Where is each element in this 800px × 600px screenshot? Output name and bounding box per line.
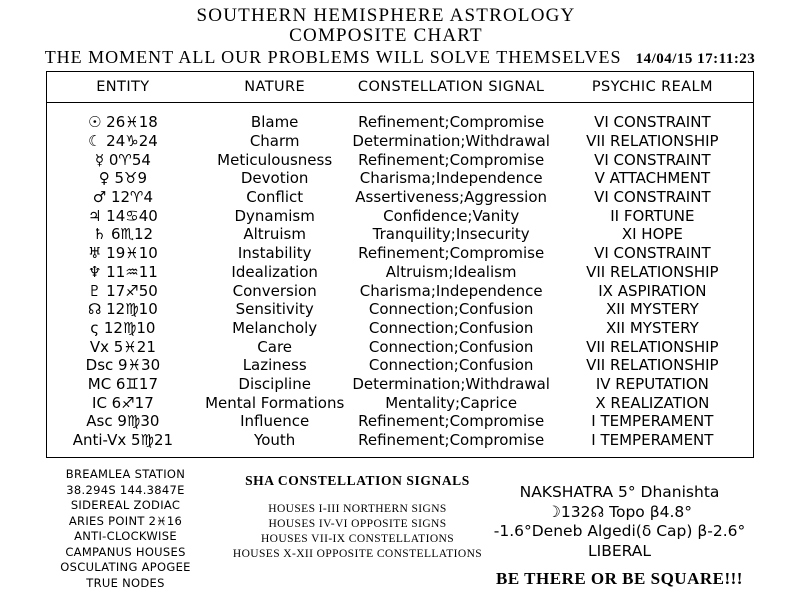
table-cell: ♀ 5♉9 bbox=[98, 169, 148, 188]
title-block bbox=[0, 6, 800, 70]
table-cell: VII RELATIONSHIP bbox=[586, 262, 719, 281]
houses-rule-line: HOUSES I-III NORTHERN SIGNS bbox=[268, 503, 447, 515]
table-cell: Refinement;Compromise bbox=[358, 244, 545, 263]
column-header: CONSTELLATION SIGNAL bbox=[357, 79, 545, 95]
table-cell: VI CONSTRAINT bbox=[594, 150, 711, 169]
table-cell: Care bbox=[257, 337, 293, 356]
sha-panel-title: SHA CONSTELLATION SIGNALS bbox=[245, 473, 470, 488]
table-cell: ♂ 12♈4 bbox=[92, 188, 154, 207]
table-cell: XI HOPE bbox=[621, 225, 683, 244]
table-cell: ☾ 24♑24 bbox=[87, 132, 158, 151]
table-cell: Connection;Confusion bbox=[368, 356, 534, 375]
table-cell: I TEMPERAMENT bbox=[591, 412, 714, 431]
table-cell: Vx 5♓21 bbox=[89, 337, 156, 356]
table-cell: Youth bbox=[254, 431, 296, 450]
table-cell: ς 12♍10 bbox=[90, 318, 156, 337]
table-cell: Altruism bbox=[243, 225, 306, 244]
table-cell: ☿ 0♈54 bbox=[94, 150, 151, 169]
table-cell: Meticulousness bbox=[217, 150, 333, 169]
tagline: BE THERE OR BE SQUARE!!! bbox=[496, 569, 743, 588]
table-cell: Connection;Confusion bbox=[368, 300, 534, 319]
table-cell: Asc 9♍30 bbox=[86, 412, 160, 431]
table-row bbox=[47, 281, 753, 300]
table-cell: Mentality;Caprice bbox=[385, 393, 518, 412]
settings-line: ARIES POINT 2♓16 bbox=[68, 513, 183, 528]
table-cell: Devotion bbox=[240, 169, 309, 188]
table-row bbox=[47, 412, 753, 431]
houses-rule-line: HOUSES IV-VI OPPOSITE SIGNS bbox=[268, 518, 447, 530]
settings-line: TRUE NODES bbox=[86, 575, 165, 590]
table-cell: Conflict bbox=[246, 188, 304, 207]
column-header: NATURE bbox=[244, 79, 306, 95]
table-cell: ♇ 17♐50 bbox=[87, 281, 158, 300]
table-cell: Connection;Confusion bbox=[368, 318, 534, 337]
table-cell: Charisma;Independence bbox=[359, 169, 543, 188]
settings-line: BREAMLEA STATION bbox=[65, 467, 186, 481]
table-cell: X REALIZATION bbox=[595, 393, 710, 412]
table-cell: Sensitivity bbox=[235, 300, 314, 319]
table-cell: Idealization bbox=[231, 262, 318, 281]
table-cell: Assertiveness;Aggression bbox=[355, 188, 548, 207]
houses-rule-line: HOUSES VII-IX CONSTELLATIONS bbox=[260, 533, 455, 545]
table-cell: MC 6♊17 bbox=[87, 374, 159, 393]
table-cell: Discipline bbox=[238, 374, 311, 393]
column-header: ENTITY bbox=[96, 79, 150, 95]
table-row bbox=[47, 356, 753, 375]
table-row bbox=[47, 300, 753, 319]
table-row bbox=[47, 132, 753, 151]
chart-datetime: 14/04/15 17:11:23 bbox=[635, 51, 756, 67]
table-cell: Refinement;Compromise bbox=[358, 412, 545, 431]
table-body bbox=[47, 103, 753, 449]
table-cell: Determination;Withdrawal bbox=[352, 374, 550, 393]
nakshatra-line: LIBERAL bbox=[587, 541, 651, 560]
houses-rule-line: HOUSES X-XII OPPOSITE CONSTELLATIONS bbox=[232, 548, 483, 560]
table-cell: II FORTUNE bbox=[610, 206, 695, 225]
table-cell: Blame bbox=[250, 113, 299, 132]
table-cell: VII RELATIONSHIP bbox=[586, 337, 719, 356]
table-row bbox=[47, 263, 753, 282]
table-cell: VI CONSTRAINT bbox=[594, 188, 711, 207]
table-cell: ♄ 6♏12 bbox=[92, 225, 154, 244]
table-cell: V ATTACHMENT bbox=[594, 169, 711, 188]
table-cell: Confidence;Vanity bbox=[383, 206, 520, 225]
sha-panel-lines bbox=[215, 502, 500, 562]
table-cell: Tranquility;Insecurity bbox=[372, 225, 530, 244]
table-cell: VI CONSTRAINT bbox=[594, 244, 711, 263]
table-cell: ☉ 26♓18 bbox=[87, 113, 158, 132]
table-row bbox=[47, 225, 753, 244]
table-row bbox=[47, 188, 753, 207]
settings-line: CAMPANUS HOUSES bbox=[65, 544, 186, 559]
settings-line: 38.294S 144.3847E bbox=[66, 482, 185, 497]
table-cell: Anti-Vx 5♍21 bbox=[72, 431, 174, 450]
table-row bbox=[47, 393, 753, 412]
nakshatra-line: -1.6°Deneb Algedi(δ Cap) β-2.6° bbox=[493, 522, 746, 540]
table-cell: Charm bbox=[249, 132, 300, 151]
table-cell: Refinement;Compromise bbox=[358, 113, 545, 132]
table-cell: VII RELATIONSHIP bbox=[586, 356, 719, 375]
table-row bbox=[47, 206, 753, 225]
table-header-row bbox=[47, 72, 753, 103]
sha-signals-panel bbox=[215, 473, 500, 562]
table-cell: Influence bbox=[240, 412, 310, 431]
moment-caption: THE MOMENT ALL OUR PROBLEMS WILL SOLVE THEMSELVES bbox=[44, 47, 622, 67]
table-cell: IC 6♐17 bbox=[92, 393, 154, 412]
table-cell: Melancholy bbox=[232, 318, 318, 337]
table-cell: Dynamism bbox=[234, 206, 315, 225]
table-cell: Refinement;Compromise bbox=[358, 150, 545, 169]
table-row bbox=[47, 319, 753, 338]
table-row bbox=[47, 375, 753, 394]
settings-line: SIDEREAL ZODIAC bbox=[70, 498, 181, 512]
table-cell: ♆ 11♒11 bbox=[87, 262, 158, 281]
nakshatra-line: NAKSHATRA 5° Dhanishta bbox=[519, 483, 720, 501]
table-cell: Conversion bbox=[232, 281, 317, 300]
settings-line: OSCULATING APOGEE bbox=[60, 560, 191, 574]
table-cell: Laziness bbox=[242, 356, 307, 375]
table-row bbox=[47, 244, 753, 263]
table-cell: IV REPUTATION bbox=[595, 374, 709, 393]
table-cell: XII MYSTERY bbox=[605, 318, 699, 337]
table-cell: I TEMPERAMENT bbox=[591, 431, 714, 450]
table-cell: VII RELATIONSHIP bbox=[586, 132, 719, 151]
table-cell: IX ASPIRATION bbox=[598, 281, 707, 300]
table-cell: ♅ 19♓10 bbox=[87, 244, 158, 263]
location-settings-panel bbox=[28, 467, 223, 591]
table-cell: Altruism;Idealism bbox=[385, 262, 517, 281]
column-header: PSYCHIC REALM bbox=[591, 79, 713, 95]
settings-line: ANTI-CLOCKWISE bbox=[74, 529, 177, 543]
table-row bbox=[47, 431, 753, 450]
nakshatra-line: ☽132☊ Topo β4.8° bbox=[546, 502, 693, 521]
entities-table bbox=[46, 71, 754, 458]
table-row bbox=[47, 337, 753, 356]
table-cell: ☊ 12♍10 bbox=[88, 300, 158, 319]
chart-subtitle: COMPOSITE CHART bbox=[289, 25, 483, 46]
table-cell: ♃ 14♋40 bbox=[87, 206, 158, 225]
page-title: SOUTHERN HEMISPHERE ASTROLOGY bbox=[196, 5, 576, 26]
nakshatra-panel bbox=[462, 483, 777, 561]
table-row bbox=[47, 150, 753, 169]
table-cell: Charisma;Independence bbox=[359, 281, 543, 300]
table-cell: Dsc 9♓30 bbox=[85, 356, 161, 375]
table-row bbox=[47, 169, 753, 188]
table-cell: Instability bbox=[237, 244, 312, 263]
table-cell: Mental Formations bbox=[205, 393, 345, 412]
table-cell: Connection;Confusion bbox=[368, 337, 534, 356]
moment-caption-line bbox=[0, 46, 800, 70]
table-cell: XII MYSTERY bbox=[605, 300, 699, 319]
table-row bbox=[47, 113, 753, 132]
table-cell: Determination;Withdrawal bbox=[352, 132, 550, 151]
title-upper bbox=[0, 6, 772, 46]
table-cell: Refinement;Compromise bbox=[358, 431, 545, 450]
table-cell: VI CONSTRAINT bbox=[594, 113, 711, 132]
